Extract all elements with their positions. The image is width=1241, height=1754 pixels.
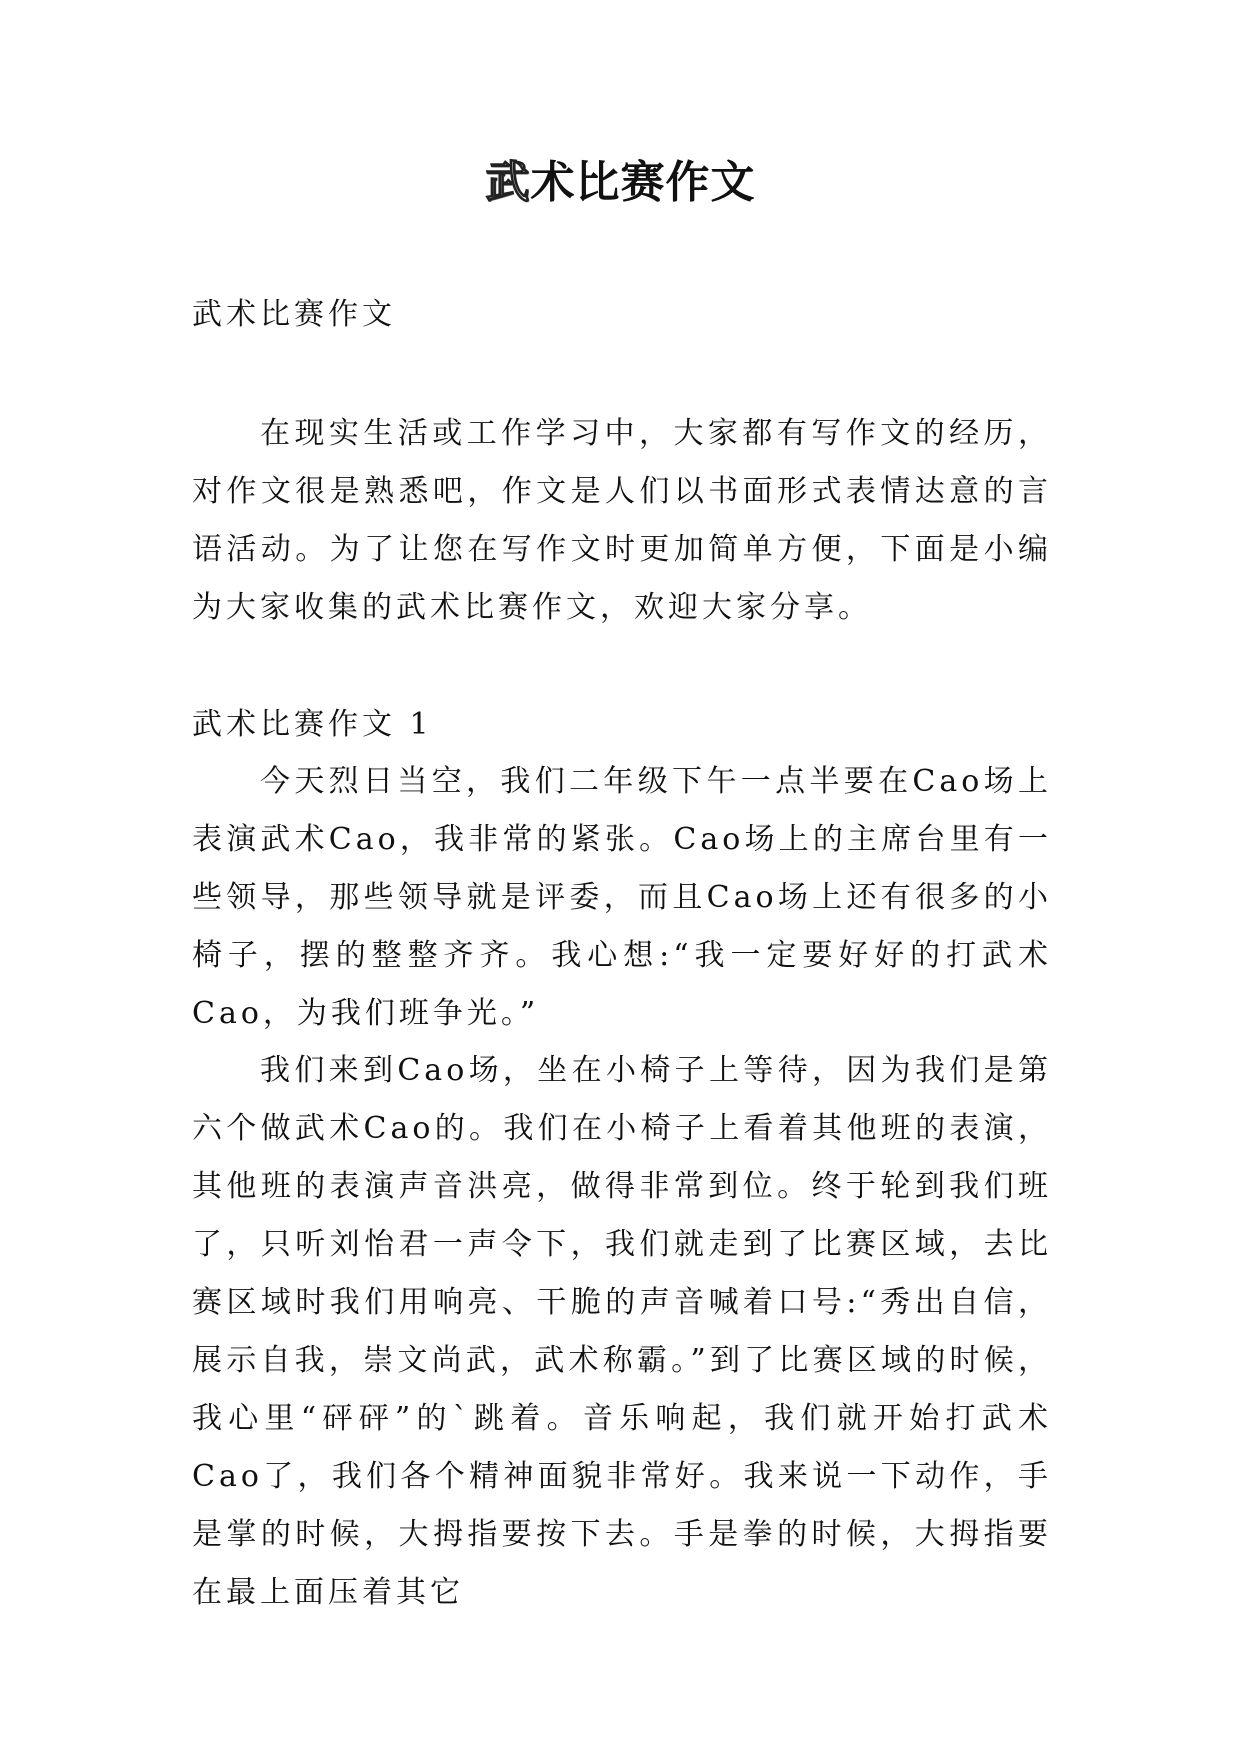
document-subtitle: 武术比赛作文 [192,297,396,332]
document-title [0,153,1241,213]
title-outlined-character: 武 [485,157,531,208]
body-paragraph-1: 今天烈日当空，我们二年级下午一点半要在Cao场上表演武术Cao，我非常的紧张。Cao场上的主席台里有一些领导，那些领导就是评委，而且Cao场上还有很多的小椅子，摆的整整齐齐。我心想:“我一定要好好的打武术Cao，为我们班争光。” [192,764,1052,1031]
body-paragraph-2: 我们来到Cao场，坐在小椅子上等待，因为我们是第六个做武术Cao的。我们在小椅子上看着其他班的表演，其他班的表演声音洪亮，做得非常到位。终于轮到我们班了，只听刘怡君一声令下，我们就走到了比赛区域，去比赛区域时我们用响亮、干脆的声音喊着口号:“秀出自信，展示自我，崇文尚武，武术称霸。”到了比赛区域的时候，我心里“砰砰”的`跳着。音乐响起，我们就开始打武术Cao了，我们各个精神面貌非常好。我来说一下动作，手是掌的时候，大拇指要按下去。手是拳的时候，大拇指要在最上面压着其它 [192,1053,1052,1610]
section-heading: 武术比赛作文 1 [192,707,433,742]
intro-paragraph: 在现实生活或工作学习中，大家都有写作文的经历，对作文很是熟悉吧，作文是人们以书面形式表情达意的言语活动。为了让您在写作文时更加简单方便，下面是小编为大家收集的武术比赛作文，欢迎大家分享。 [192,416,1052,625]
title-text: 术比赛作文 [530,157,756,208]
